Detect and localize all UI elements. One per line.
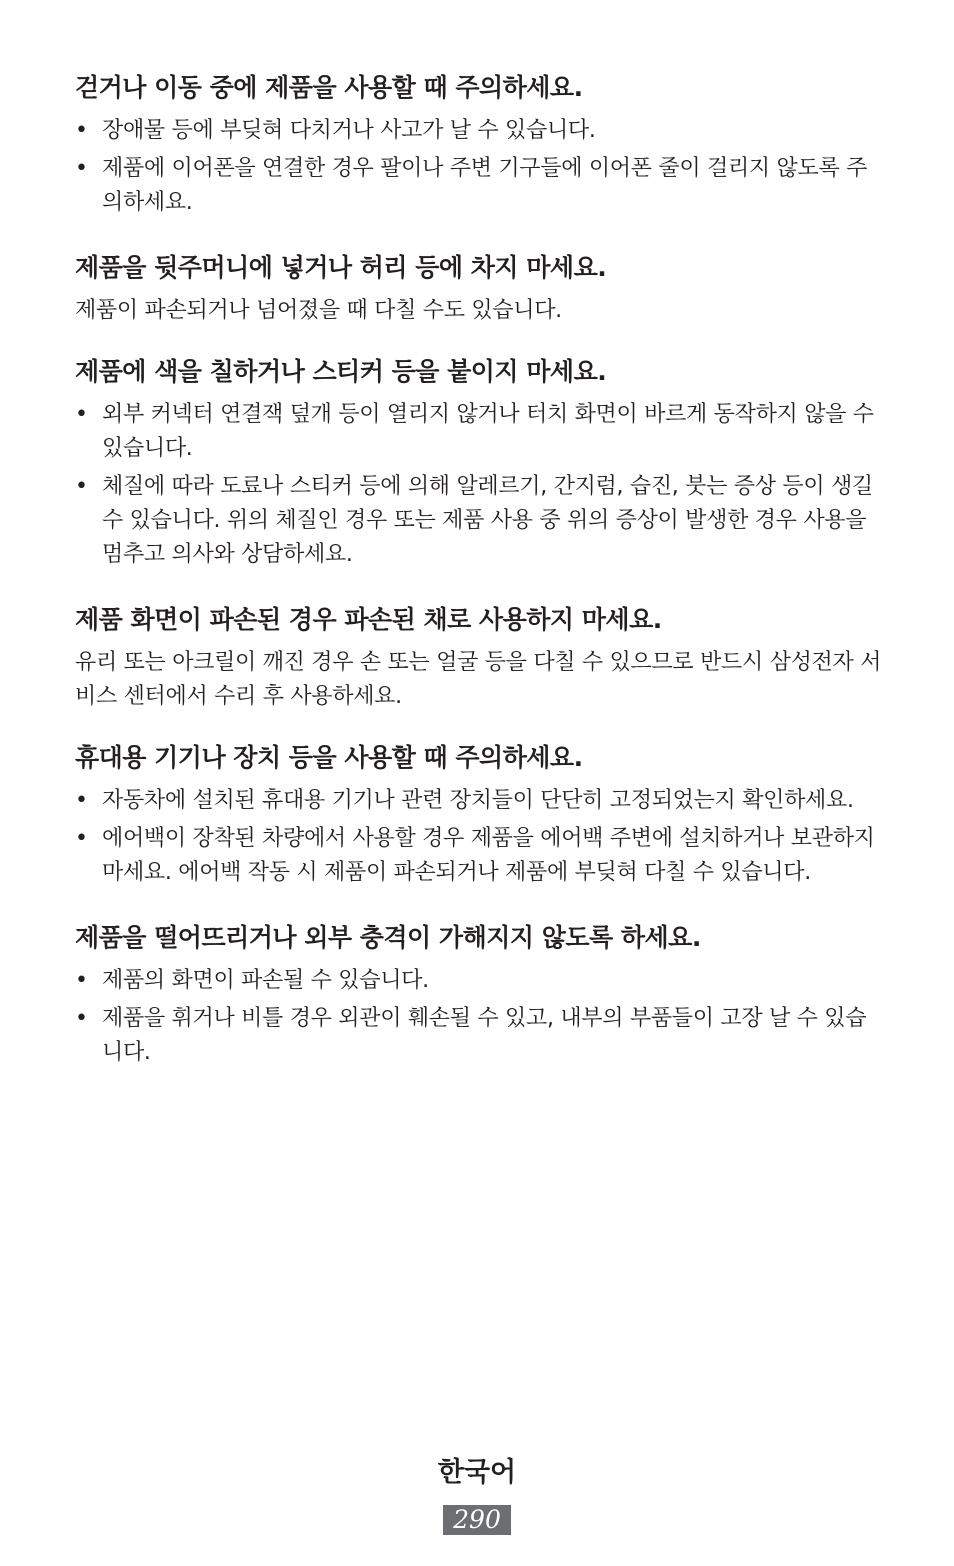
bullet-dot: • (75, 156, 88, 181)
bullet-list (75, 784, 885, 890)
section-paragraph: 제품이 파손되거나 넘어졌을 때 다칠 수도 있습니다. (75, 298, 562, 323)
section-paint-stickers (75, 352, 885, 572)
bullet-item (75, 822, 885, 890)
bullet-dot: • (75, 1006, 88, 1031)
bullet-item (75, 114, 885, 148)
bullet-list (75, 964, 885, 1070)
section-back-pocket (75, 248, 885, 328)
bullet-dot: • (75, 968, 88, 993)
section-heading: 제품을 떨어뜨리거나 외부 충격이 가해지지 않도록 하세요. (75, 923, 701, 952)
bullet-item (75, 152, 885, 220)
section-heading: 걷거나 이동 중에 제품을 사용할 때 주의하세요. (75, 73, 583, 102)
bullet-list (75, 114, 885, 220)
footer-page-number-wrap (0, 1505, 954, 1535)
section-portable-devices (75, 738, 885, 890)
bullet-item (75, 964, 885, 998)
bullet-text: 체질에 따라 도료나 스티커 등에 의해 알레르기, 간지럼, 습진, 붓는 증상 등이 생길 수 있습니다. 위의 체질인 경우 또는 제품 사용 중 위의 증상이 발생한 경우 사용을 멈추고 의사와 상담하세요. (102, 474, 873, 567)
bullet-text: 자동차에 설치된 휴대용 기기나 관련 장치들이 단단히 고정되었는지 확인하세요. (102, 788, 854, 813)
bullet-item (75, 784, 885, 818)
footer-language: 한국어 (437, 1457, 517, 1488)
bullet-text: 외부 커넥터 연결잭 덮개 등이 열리지 않거나 터치 화면이 바르게 동작하지 않을 수 있습니다. (102, 402, 874, 461)
section-heading: 제품을 뒷주머니에 넣거나 허리 등에 차지 마세요. (75, 253, 607, 282)
section-heading: 제품에 색을 칠하거나 스티커 등을 붙이지 마세요. (75, 357, 607, 386)
bullet-dot: • (75, 826, 88, 851)
section-drop-impact (75, 918, 885, 1070)
bullet-dot: • (75, 474, 88, 499)
bullet-dot: • (75, 118, 88, 143)
bullet-dot: • (75, 402, 88, 427)
section-heading: 제품 화면이 파손된 경우 파손된 채로 사용하지 마세요. (75, 605, 662, 634)
bullet-item (75, 1002, 885, 1070)
bullet-item (75, 470, 885, 572)
bullet-text: 제품을 휘거나 비틀 경우 외관이 훼손될 수 있고, 내부의 부품들이 고장 날 수 있습니다. (102, 1006, 867, 1065)
section-damaged-screen (75, 600, 885, 714)
page-number: 290 (443, 1505, 511, 1535)
section-paragraph: 유리 또는 아크릴이 깨진 경우 손 또는 얼굴 등을 다칠 수 있으므로 반드시 삼성전자 서비스 센터에서 수리 후 사용하세요. (75, 650, 882, 709)
page-content (75, 68, 885, 1074)
bullet-item (75, 398, 885, 466)
bullet-text: 제품의 화면이 파손될 수 있습니다. (102, 968, 429, 993)
bullet-text: 제품에 이어폰을 연결한 경우 팔이나 주변 기구들에 이어폰 줄이 걸리지 않도록 주의하세요. (102, 156, 868, 215)
bullet-list (75, 398, 885, 572)
bullet-dot: • (75, 788, 88, 813)
bullet-text: 장애물 등에 부딪혀 다치거나 사고가 날 수 있습니다. (102, 118, 596, 143)
bullet-text: 에어백이 장착된 차량에서 사용할 경우 제품을 에어백 주변에 설치하거나 보관하지 마세요. 에어백 작동 시 제품이 파손되거나 제품에 부딪혀 다칠 수 있습니다. (102, 826, 875, 885)
section-walking (75, 68, 885, 220)
section-heading: 휴대용 기기나 장치 등을 사용할 때 주의하세요. (75, 743, 583, 772)
